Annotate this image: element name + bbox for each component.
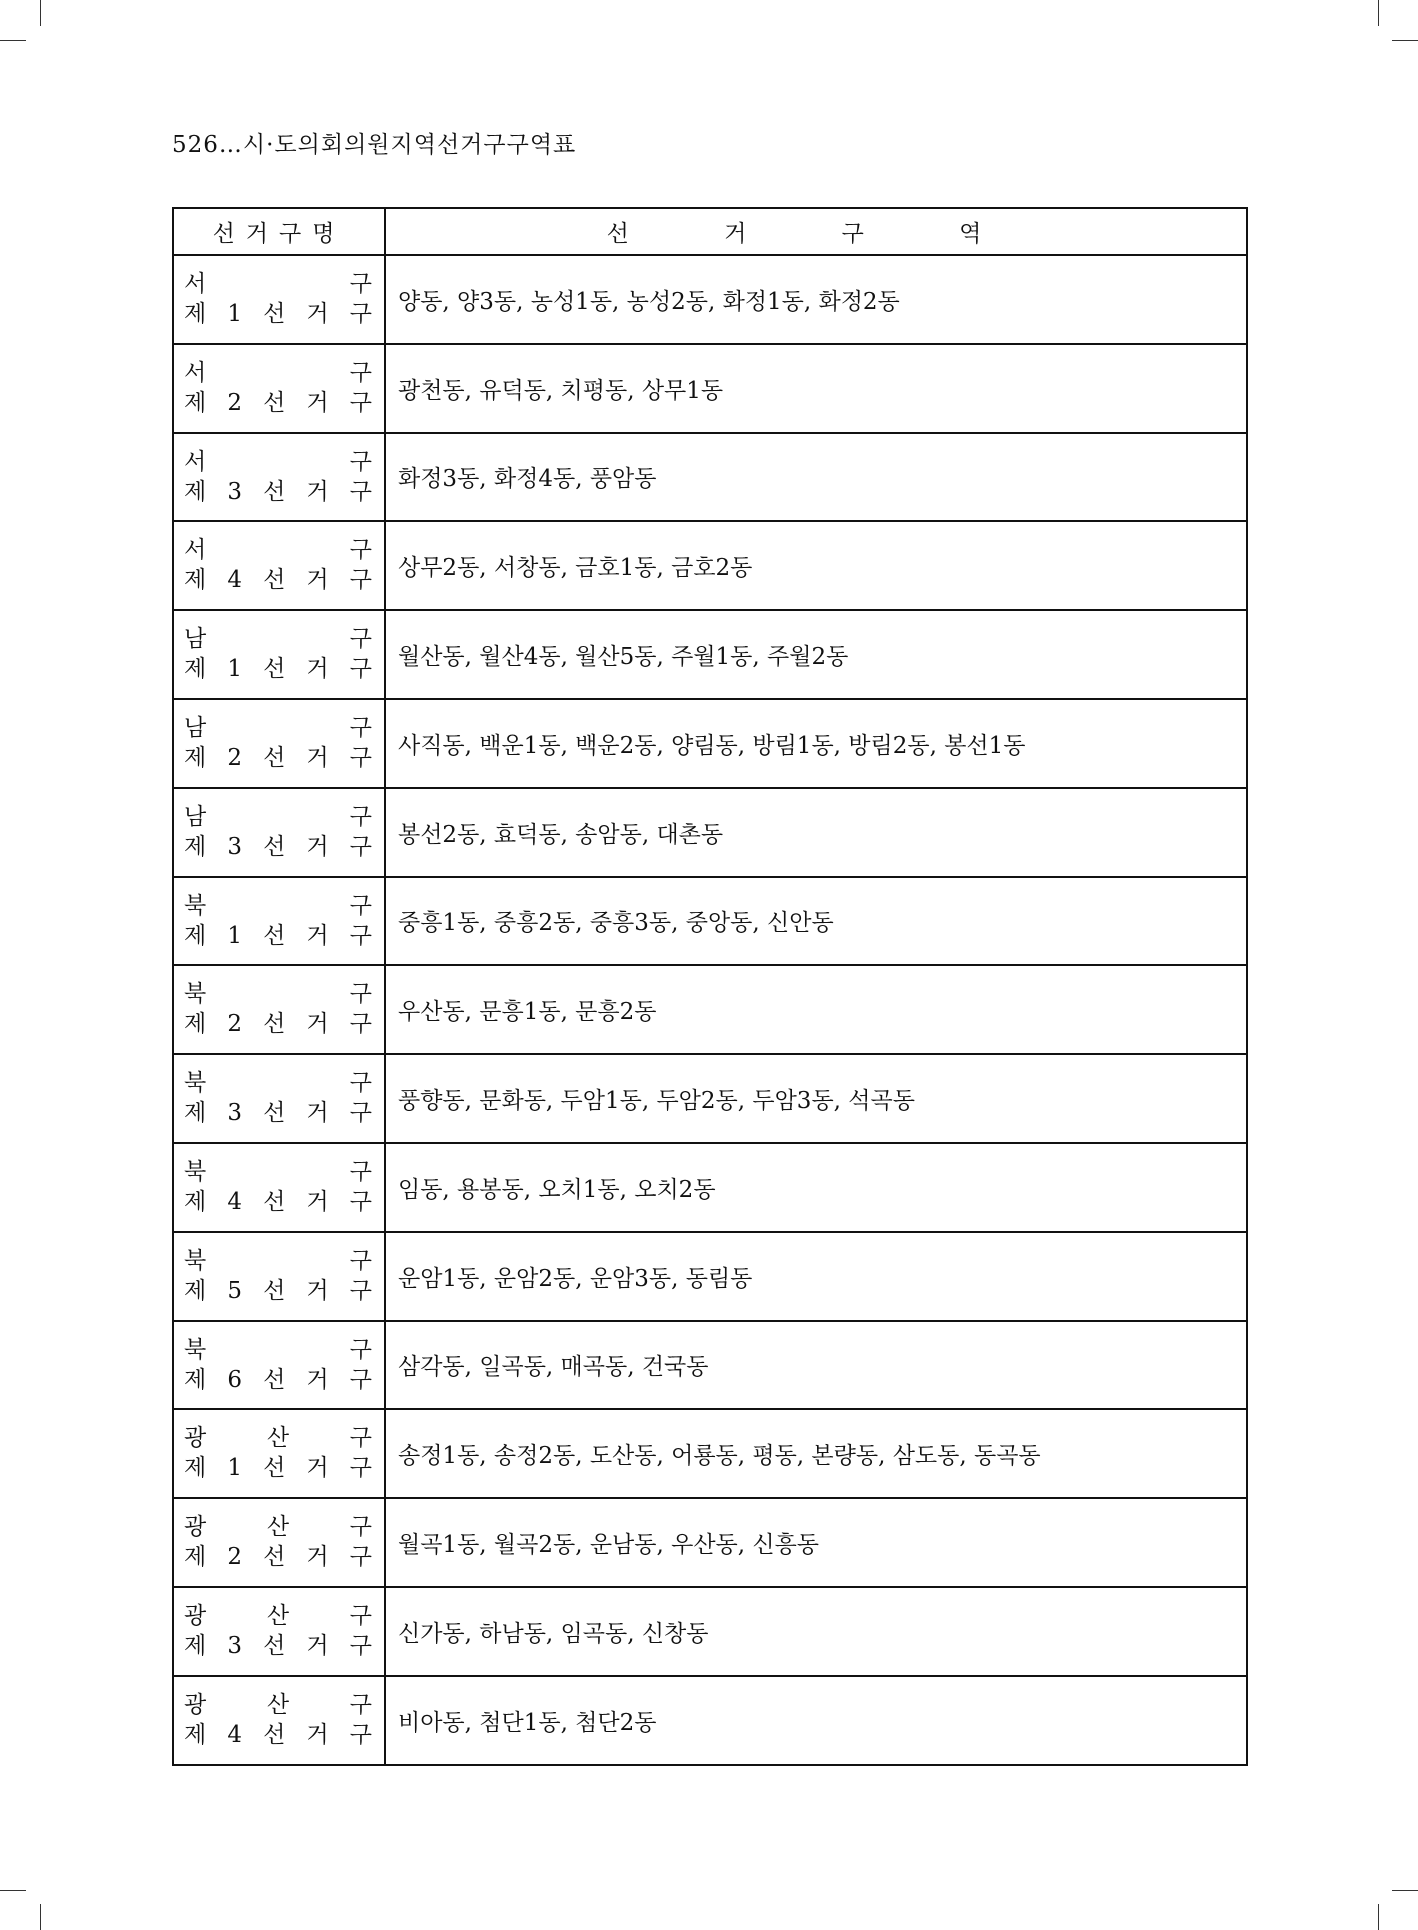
district-name-cell (173, 255, 385, 344)
district-name-char: 구 (349, 1691, 372, 1718)
district-name-char: 선 (263, 1632, 286, 1659)
district-name-char: 제 (184, 922, 207, 949)
crop-mark-bottom-right-h (1392, 1890, 1418, 1891)
district-name-char: 구 (349, 448, 372, 475)
district-name-char: 선 (263, 1277, 286, 1304)
district-name-char: 구 (349, 714, 372, 741)
district-name-char: 구 (349, 359, 372, 386)
district-name-char: 산 (266, 1514, 290, 1541)
district-name-char: 선 (263, 478, 286, 505)
crop-mark-top-right (1378, 0, 1379, 26)
district-name-top-line (184, 980, 372, 1008)
district-name-bottom-line (184, 389, 372, 417)
district-name-char: 선 (263, 301, 286, 327)
district-name-top-line (184, 359, 372, 387)
district-name-cell (173, 1232, 385, 1321)
table-row (173, 965, 1247, 1054)
district-name-cell (173, 1498, 385, 1587)
district-name-char: 1 (227, 301, 242, 327)
district-areas-cell: 운암1동, 운암2동, 운암3동, 동림동 (385, 1232, 1247, 1321)
district-name-cell (173, 1676, 385, 1765)
table-row (173, 788, 1247, 877)
district-name-cell (173, 610, 385, 699)
district-name-char: 구 (349, 1632, 372, 1659)
district-name-char: 3 (227, 1100, 242, 1127)
district-name-char: 2 (227, 389, 242, 416)
crop-mark-top-left (40, 0, 41, 26)
district-name-char: 3 (227, 478, 242, 505)
district-name-char: 구 (349, 803, 372, 830)
district-name-char: 구 (349, 1544, 372, 1571)
district-name-char: 북 (184, 1070, 207, 1097)
table-body (173, 255, 1247, 1765)
district-areas-cell: 비아동, 첨단1동, 첨단2동 (385, 1676, 1247, 1765)
district-name-char: 선 (263, 656, 286, 683)
district-name-bottom-line (184, 1721, 372, 1749)
table-row (173, 1321, 1247, 1410)
district-name-char: 구 (349, 1158, 372, 1185)
district-name-char: 선 (263, 1455, 286, 1482)
district-name-char: 3 (227, 1632, 242, 1659)
table-row (173, 1587, 1247, 1676)
district-areas-cell: 송정1동, 송정2동, 도산동, 어룡동, 평동, 본량동, 삼도동, 동곡동 (385, 1409, 1247, 1498)
district-areas-cell: 월곡1동, 월곡2동, 운남동, 우산동, 신흥동 (385, 1498, 1247, 1587)
district-areas-cell: 양동, 양3동, 농성1동, 농성2동, 화정1동, 화정2동 (385, 255, 1247, 344)
table-row (173, 521, 1247, 610)
district-name-char: 제 (184, 744, 207, 771)
district-name-top-line (184, 803, 372, 831)
district-name-char: 구 (349, 1514, 372, 1541)
table-row (173, 255, 1247, 344)
district-name-top-line (184, 1602, 372, 1630)
district-name-char: 제 (184, 478, 207, 505)
district-name-bottom-line (184, 655, 372, 683)
district-areas-cell: 풍향동, 문화동, 두암1동, 두암2동, 두암3동, 석곡동 (385, 1054, 1247, 1143)
district-areas-cell: 중흥1동, 중흥2동, 중흥3동, 중앙동, 신안동 (385, 877, 1247, 966)
district-name-char: 거 (306, 1721, 329, 1748)
district-name-char: 제 (184, 1544, 207, 1571)
district-name-cell (173, 1587, 385, 1676)
district-name-char: 구 (349, 1247, 372, 1274)
district-name-char: 산 (266, 1425, 290, 1452)
district-name-char: 북 (184, 1336, 207, 1363)
district-name-char: 1 (227, 1455, 242, 1482)
table-row (173, 1498, 1247, 1587)
district-name-char: 광 (184, 1425, 207, 1452)
district-name-char: 북 (184, 1158, 207, 1185)
district-areas-cell: 광천동, 유덕동, 치평동, 상무1동 (385, 344, 1247, 433)
district-name-char: 거 (306, 1366, 329, 1393)
district-name-bottom-line (184, 1543, 372, 1571)
district-name-char: 거 (306, 301, 329, 327)
district-name-char: 4 (227, 1721, 242, 1748)
district-name-char: 광 (184, 1514, 207, 1541)
district-name-cell (173, 877, 385, 966)
district-name-char: 구 (349, 656, 372, 683)
crop-mark-bottom-right (1378, 1904, 1379, 1930)
district-name-char: 제 (184, 301, 207, 327)
district-name-char: 구 (349, 537, 372, 564)
district-name-char: 거 (306, 1100, 329, 1127)
district-name-char: 구 (349, 1070, 372, 1097)
district-name-char: 구 (349, 478, 372, 505)
district-name-char: 구 (349, 1425, 372, 1452)
district-areas-cell: 신가동, 하남동, 임곡동, 신창동 (385, 1587, 1247, 1676)
district-name-char: 남 (184, 803, 207, 830)
district-name-char: 남 (184, 714, 207, 741)
district-name-char: 선 (263, 922, 286, 949)
district-name-top-line (184, 270, 372, 298)
district-name-char: 제 (184, 833, 207, 860)
district-name-char: 구 (349, 1455, 372, 1482)
crop-mark-bottom-left-h (0, 1890, 26, 1891)
district-name-char: 선 (263, 833, 286, 860)
district-name-char: 구 (349, 1602, 372, 1629)
district-areas-cell: 봉선2동, 효덕동, 송암동, 대촌동 (385, 788, 1247, 877)
district-name-bottom-line (184, 1010, 372, 1038)
page-header: 526…시·도의회의원지역선거구구역표 (172, 132, 577, 158)
district-name-char: 산 (266, 1602, 290, 1629)
district-name-top-line (184, 714, 372, 742)
district-name-char: 북 (184, 1247, 207, 1274)
district-name-char: 5 (227, 1277, 242, 1304)
district-name-char: 거 (306, 1632, 329, 1659)
table-row (173, 610, 1247, 699)
district-name-char: 제 (184, 1455, 207, 1482)
district-name-char: 구 (349, 1188, 372, 1215)
crop-mark-top-left-h (0, 40, 26, 41)
district-name-char: 거 (306, 1277, 329, 1304)
district-name-char: 서 (184, 271, 207, 297)
district-name-char: 제 (184, 1721, 207, 1748)
district-name-bottom-line (184, 922, 372, 950)
district-name-char: 산 (266, 1691, 290, 1718)
district-name-bottom-line (184, 1099, 372, 1127)
district-name-char: 제 (184, 656, 207, 683)
district-name-top-line (184, 448, 372, 476)
table-row (173, 877, 1247, 966)
district-areas-cell: 상무2동, 서창동, 금호1동, 금호2동 (385, 521, 1247, 610)
district-name-char: 제 (184, 1100, 207, 1127)
district-name-char: 4 (227, 1188, 242, 1215)
district-name-char: 1 (227, 656, 242, 683)
district-name-bottom-line (184, 1277, 372, 1305)
table-row (173, 1232, 1247, 1321)
district-name-top-line (184, 1691, 372, 1719)
district-areas-cell: 삼각동, 일곡동, 매곡동, 건국동 (385, 1321, 1247, 1410)
district-name-cell (173, 433, 385, 522)
district-name-top-line (184, 536, 372, 564)
district-name-char: 거 (306, 1544, 329, 1571)
district-name-char: 거 (306, 833, 329, 860)
district-name-char: 제 (184, 389, 207, 416)
district-name-char: 거 (306, 744, 329, 771)
district-name-cell (173, 1409, 385, 1498)
district-name-char: 구 (349, 922, 372, 949)
district-name-char: 북 (184, 892, 207, 919)
district-name-char: 선 (263, 1544, 286, 1571)
district-areas-cell: 사직동, 백운1동, 백운2동, 양림동, 방림1동, 방림2동, 봉선1동 (385, 699, 1247, 788)
district-areas-cell: 우산동, 문흥1동, 문흥2동 (385, 965, 1247, 1054)
district-name-char: 선 (263, 744, 286, 771)
district-areas-cell: 화정3동, 화정4동, 풍암동 (385, 433, 1247, 522)
district-name-char: 구 (349, 301, 372, 327)
district-name-char: 구 (349, 626, 372, 653)
district-name-bottom-line (184, 1454, 372, 1482)
district-name-char: 거 (306, 1455, 329, 1482)
district-name-char: 구 (349, 389, 372, 416)
district-table (172, 207, 1248, 1766)
district-name-top-line (184, 1513, 372, 1541)
district-name-char: 북 (184, 981, 207, 1008)
district-name-top-line (184, 1158, 372, 1186)
district-name-char: 거 (306, 656, 329, 683)
district-name-cell (173, 699, 385, 788)
district-name-char: 선 (263, 1100, 286, 1127)
district-name-char: 2 (227, 744, 242, 771)
district-name-char: 선 (263, 1721, 286, 1748)
district-name-bottom-line (184, 1188, 372, 1216)
district-areas-cell: 월산동, 월산4동, 월산5동, 주월1동, 주월2동 (385, 610, 1247, 699)
district-name-char: 선 (263, 1011, 286, 1038)
column-header-district-name: 선거구명 (173, 208, 385, 255)
district-name-char: 서 (184, 448, 207, 475)
district-name-cell (173, 1054, 385, 1143)
district-name-char: 2 (227, 1544, 242, 1571)
district-name-char: 제 (184, 1366, 207, 1393)
district-name-char: 거 (306, 922, 329, 949)
district-name-char: 구 (349, 567, 372, 594)
district-name-top-line (184, 892, 372, 920)
district-name-char: 선 (263, 389, 286, 416)
district-name-top-line (184, 1336, 372, 1364)
table-row (173, 1143, 1247, 1232)
district-name-top-line (184, 1424, 372, 1452)
district-name-char: 제 (184, 1188, 207, 1215)
district-name-bottom-line (184, 478, 372, 506)
district-name-char: 구 (349, 271, 372, 297)
district-name-char: 거 (306, 567, 329, 594)
district-name-cell (173, 788, 385, 877)
column-header-district-area: 선 거 구 역 (385, 208, 1247, 255)
table-row (173, 344, 1247, 433)
district-name-bottom-line (184, 1632, 372, 1660)
district-name-char: 광 (184, 1691, 207, 1718)
district-name-bottom-line (184, 744, 372, 772)
district-name-bottom-line (184, 566, 372, 594)
district-name-char: 제 (184, 1632, 207, 1659)
district-name-cell (173, 1143, 385, 1232)
district-name-char: 거 (306, 478, 329, 505)
district-name-char: 구 (349, 1721, 372, 1748)
district-name-char: 거 (306, 1011, 329, 1038)
district-name-char: 제 (184, 1277, 207, 1304)
district-name-char: 거 (306, 389, 329, 416)
crop-mark-bottom-left (40, 1904, 41, 1930)
district-name-cell (173, 521, 385, 610)
crop-mark-top-right-h (1392, 40, 1418, 41)
district-name-char: 남 (184, 626, 207, 653)
table-row (173, 433, 1247, 522)
district-name-char: 선 (263, 567, 286, 594)
district-name-char: 2 (227, 1011, 242, 1038)
table-row (173, 1054, 1247, 1143)
district-name-char: 제 (184, 567, 207, 594)
district-name-bottom-line (184, 833, 372, 861)
district-name-cell (173, 1321, 385, 1410)
district-name-char: 구 (349, 981, 372, 1008)
district-name-char: 선 (263, 1366, 286, 1393)
district-name-cell (173, 965, 385, 1054)
district-name-bottom-line (184, 1366, 372, 1394)
district-name-char: 구 (349, 1277, 372, 1304)
district-name-char: 거 (306, 1188, 329, 1215)
district-name-bottom-line (184, 300, 372, 328)
district-name-char: 광 (184, 1602, 207, 1629)
table-row (173, 699, 1247, 788)
district-name-top-line (184, 1069, 372, 1097)
table-row (173, 1676, 1247, 1765)
district-name-char: 서 (184, 537, 207, 564)
district-name-char: 제 (184, 1011, 207, 1038)
district-name-top-line (184, 1247, 372, 1275)
district-name-char: 구 (349, 1336, 372, 1363)
district-name-char: 구 (349, 744, 372, 771)
district-name-char: 구 (349, 892, 372, 919)
district-name-char: 구 (349, 1100, 372, 1127)
district-name-char: 선 (263, 1188, 286, 1215)
district-areas-cell: 임동, 용봉동, 오치1동, 오치2동 (385, 1143, 1247, 1232)
table-header-row (173, 208, 1247, 255)
district-name-char: 4 (227, 567, 242, 594)
district-name-cell (173, 344, 385, 433)
district-name-char: 구 (349, 1011, 372, 1038)
table-row (173, 1409, 1247, 1498)
district-name-char: 서 (184, 359, 207, 386)
district-name-char: 6 (227, 1366, 242, 1393)
district-name-top-line (184, 625, 372, 653)
district-name-char: 구 (349, 833, 372, 860)
district-name-char: 3 (227, 833, 242, 860)
district-name-char: 1 (227, 922, 242, 949)
district-name-char: 구 (349, 1366, 372, 1393)
